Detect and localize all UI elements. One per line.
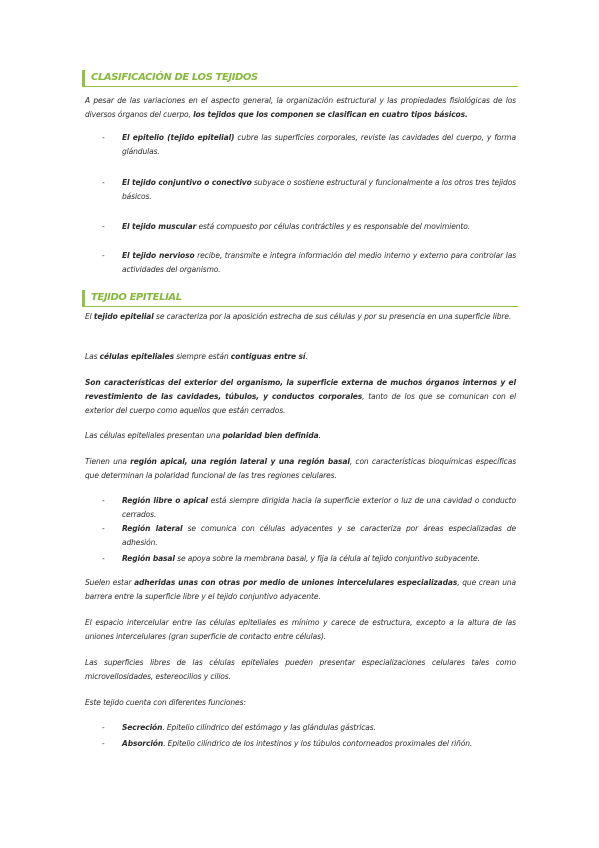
intro-paragraph: A pesar de las variaciones en el aspecto general, la organización estructural y las propiedades fisiológicas de los diversos órganos del cuerpo, los tejidos que los componen se clasifican en cuatro tipos básicos. bbox=[85, 96, 516, 119]
paragraph: El espacio intercelular entre las células epiteliales es mínimo y carece de estructura, excepto a la altura de las uniones intercelulares (gran superficie de contacto entre células). bbox=[85, 618, 516, 641]
paragraph: Tienen una región apical, una región lateral y una región basal, con características bioquímicas específicas que determinan la polaridad funcional de las tres regiones celulares. bbox=[85, 457, 517, 480]
paragraph: Este tejido cuenta con diferentes funciones: bbox=[85, 698, 246, 707]
paragraph: El tejido epitelial se caracteriza por la aposición estrecha de sus células y por su presencia en una superficie libre. bbox=[85, 312, 512, 321]
section-heading-clasificacion: CLASIFICACIÓN DE LOS TEJIDOS bbox=[82, 70, 518, 87]
document-page: CLASIFICACIÓN DE LOS TEJIDOS A pesar de las variaciones en el aspecto general, la organización estructural y las propiedades fisiológicas de los diversos órganos del cuerpo, los tejidos que los componen se clasifican en cuatro tipos básicos. - El epitelio (tejido epitelial) cubre las superficies corporales, reviste las cavidades del cuerpo, y forma glándulas. - El tejido conjuntivo o conectivo subyace o sostiene estructural y funcionalmente a los otros tres tejidos básicos. - El tejido muscular está compuesto por células contráctiles y es responsable del movimiento. - El tejido nervioso recibe, transmite e integra información del medio interno y externo para controlar las actividades del organismo. TEJIDO EPITELIAL El tejido epitelial se caracteriza por la aposición estrecha de sus células y por su presencia en una superficie libre. Las células epiteliales siempre están contiguas entre sí. Son características del exterior del organismo, la superficie externa de muchos órganos internos y el revestimiento de las cavidades, túbulos, y conductos corporales, tanto de los que se comunican con el exterior del cuerpo como aquellos que están cerrados. Las células epiteliales presentan una polaridad bien definida. Tienen una región apical, una región lateral y una región basal, con características bioquímicas específicas que determinan la polaridad funcional de las tres regiones celulares. - Región libre o apical está siempre dirigida hacia la superficie exterior o luz de una cavidad o conducto cerrados. - Región lateral se comunica con células adyacentes y se caracteriza por áreas especializadas de adhesión. - Región basal se apoya sobre la membrana basal, y fija la célula al tejido conjuntivo subyacente. Suelen estar adheridas unas con otras por medio de uniones intercelulares especializadas, que crean una barrera entre la superficie libre y el tejido conjuntivo adyacente. El espacio intercelular entre las células epiteliales es mínimo y carece de estructura, excepto a la altura de las uniones intercelulares (gran superficie de contacto entre células). Las superficies libres de las células epiteliales pueden presentar especializaciones celulares tales como microvellosidades, estereocilios y cilios. Este tejido cuenta con diferentes funciones: - Secreción. Epitelio cilíndrico del estómago y las glándulas gástricas. - Absorción. Epitelio cilíndrico de los intestinos y los túbulos contorneados proximales del riñón. bbox=[0, 0, 599, 848]
paragraph: Las células epiteliales presentan una polaridad bien definida. bbox=[85, 431, 321, 440]
paragraph: Suelen estar adheridas unas con otras por medio de uniones intercelulares especializadas, que crean una barrera entre la superficie libre y el tejido conjuntivo adyacente. bbox=[85, 578, 516, 601]
paragraph: Las superficies libres de las células epiteliales pueden presentar especializaciones celulares tales como microvellosidades, estereocilios y cilios. bbox=[85, 658, 516, 681]
paragraph: Las células epiteliales siempre están contiguas entre sí. bbox=[85, 352, 308, 361]
section-heading-tejido-epitelial: TEJIDO EPITELIAL bbox=[82, 290, 518, 307]
paragraph: Son características del exterior del organismo, la superficie externa de muchos órganos internos y el revestimiento de las cavidades, túbulos, y conductos corporales, tanto de los que se comunican con el exterior del cuerpo como aquellos que están cerrados. bbox=[85, 378, 516, 415]
